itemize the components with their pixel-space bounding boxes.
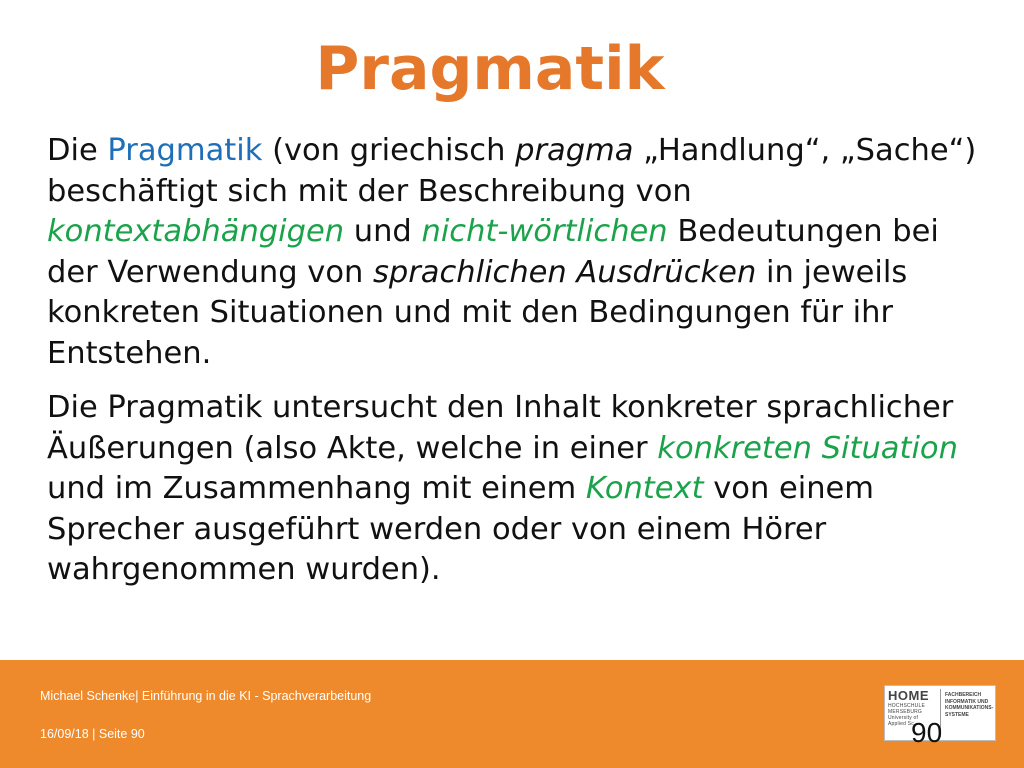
text-segment: Bedeutungen bei der Verwendung von — [47, 214, 939, 290]
text-segment: „Handlung“, „Sache“) beschäftigt sich mit der Beschreibung von — [47, 133, 977, 209]
text-segment: und im Zusammenhang mit einem — [47, 471, 586, 506]
text-segment: Die Pragmatik untersucht den Inhalt konkreter sprachlicher Äußerungen (also Akte, welche in einer — [47, 390, 954, 466]
paragraph-definition — [47, 131, 987, 374]
footer-date-page: 16/09/18 | Seite 90 — [40, 727, 145, 741]
logo-mark: HOME — [888, 688, 929, 703]
slide-content — [47, 131, 987, 591]
term-konkrete-situation: konkreten Situation — [657, 430, 958, 466]
logo-department-line: KOMMUNIKATIONS- — [945, 705, 994, 711]
paragraph-content — [47, 388, 987, 591]
term-nicht-woertlich: nicht-wörtlichen — [421, 214, 668, 249]
page-number: 90 — [911, 717, 943, 748]
logo-department-line: SYSTEME — [945, 711, 969, 718]
logo-subtitle: MERSEBURG — [888, 709, 923, 715]
term-pragmatik: Pragmatik — [107, 133, 263, 168]
logo-department-line: FACHBEREICH — [945, 692, 982, 698]
footer-course-info: Michael Schenke| Einführung in die KI - Sprachverarbeitung — [40, 689, 372, 703]
term-kontextabhaengig: kontextabhängigen — [47, 214, 345, 249]
logo-department — [945, 692, 993, 718]
logo-department-line: INFORMATIK UND — [945, 698, 989, 705]
footer-bar — [0, 660, 1024, 768]
term-pragma: pragma — [515, 133, 634, 168]
logo-subtitle: HOCHSCHULE — [888, 703, 926, 709]
text-segment: von einem Sprecher ausgeführt werden oder von einem Hörer wahrgenommen wurden). — [47, 471, 875, 587]
text-segment: (von griechisch — [262, 133, 516, 168]
text-segment: in jeweils konkreten Situationen und mit den Bedingungen für ihr Entstehen. — [47, 254, 908, 371]
slide-title: Pragmatik — [315, 34, 665, 104]
text-segment: Die — [47, 133, 108, 168]
logo-subtitle: University of — [888, 715, 919, 721]
term-sprachliche-ausdruecke: sprachlichen Ausdrücken — [373, 254, 757, 290]
text-segment: und — [344, 214, 422, 249]
term-kontext: Kontext — [585, 471, 704, 506]
logo-subtitle: Applied Sc... — [888, 721, 919, 727]
